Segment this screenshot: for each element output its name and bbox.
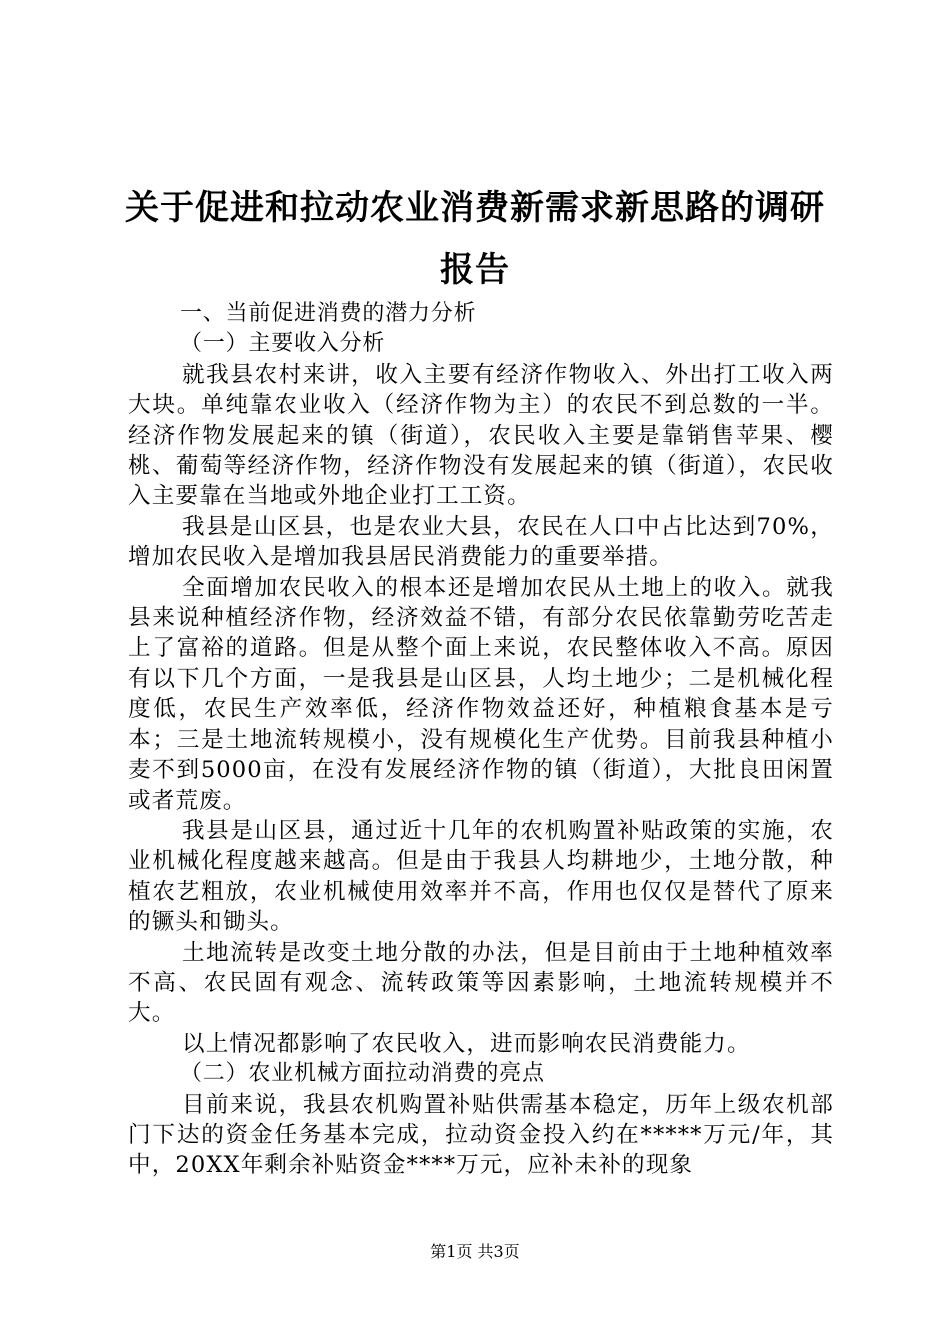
section-heading: 一、当前促进消费的潜力分析 — [180, 301, 477, 326]
page-number-footer: 第1页 共3页 — [430, 1242, 520, 1261]
paragraph-3: 全面增加农民收入的根本还是增加农民从土地上的收入。就我县来说种植经济作物，经济效益不错，有部分农民依靠勤劳吃苦走上了富裕的道路。但是从整个面上来说，农民整体收入不高。原因有以下几个方面，一是我县是山区县，人均土地少；二是机械化程度低，农民生产效率低，经济作物效益还好，种植粮食基本是亏本；三是土地流转规模小，没有规模化生产优势。目前我县种植小麦不到5000亩，在没有发展经济作物的镇（街道），大批良田闲置或者荒废。 — [128, 574, 834, 814]
subsection-heading-1: （一）主要收入分析 — [180, 331, 386, 357]
document-title-line2: 报告 — [440, 250, 510, 290]
document-body — [128, 299, 834, 1181]
paragraph-2: 我县是山区县，也是农业大县，农民在人口中占比达到70%，增加农民收入是增加我县居民消费能力的重要举措。 — [128, 513, 834, 571]
paragraph-5: 土地流转是改变土地分散的办法，但是目前由于土地种植效率不高、农民固有观念、流转政策等因素影响，土地流转规模并不大。 — [128, 939, 834, 1027]
document-title-line1: 关于促进和拉动农业消费新需求新思路的调研 — [125, 188, 825, 228]
paragraph-1: 就我县农村来讲，收入主要有经济作物收入、外出打工收入两大块。单纯靠农业收入（经济作物为主）的农民不到总数的一半。经济作物发展起来的镇（街道），农民收入主要是靠销售苹果、樱桃、葡萄等经济作物，经济作物没有发展起来的镇（街道），农民收入主要靠在当地或外地企业打工工资。 — [128, 361, 834, 510]
paragraph-7: 目前来说，我县农机购置补贴供需基本稳定，历年上级农机部门下达的资金任务基本完成，拉动资金投入约在*****万元/年，其中，20XX年剩余补贴资金****万元，应补未补的现象 — [128, 1091, 834, 1179]
paragraph-6: 以上情况都影响了农民收入，进而影响农民消费能力。 — [182, 1030, 751, 1057]
subsection-heading-2: （二）农业机械方面拉动消费的亮点 — [180, 1061, 545, 1087]
paragraph-4: 我县是山区县，通过近十几年的农机购置补贴政策的实施，农业机械化程度越来越高。但是由于我县人均耕地少，土地分散，种植农艺粗放，农业机械使用效率并不高，作用也仅仅是替代了原来的镢头和锄头。 — [128, 817, 834, 936]
